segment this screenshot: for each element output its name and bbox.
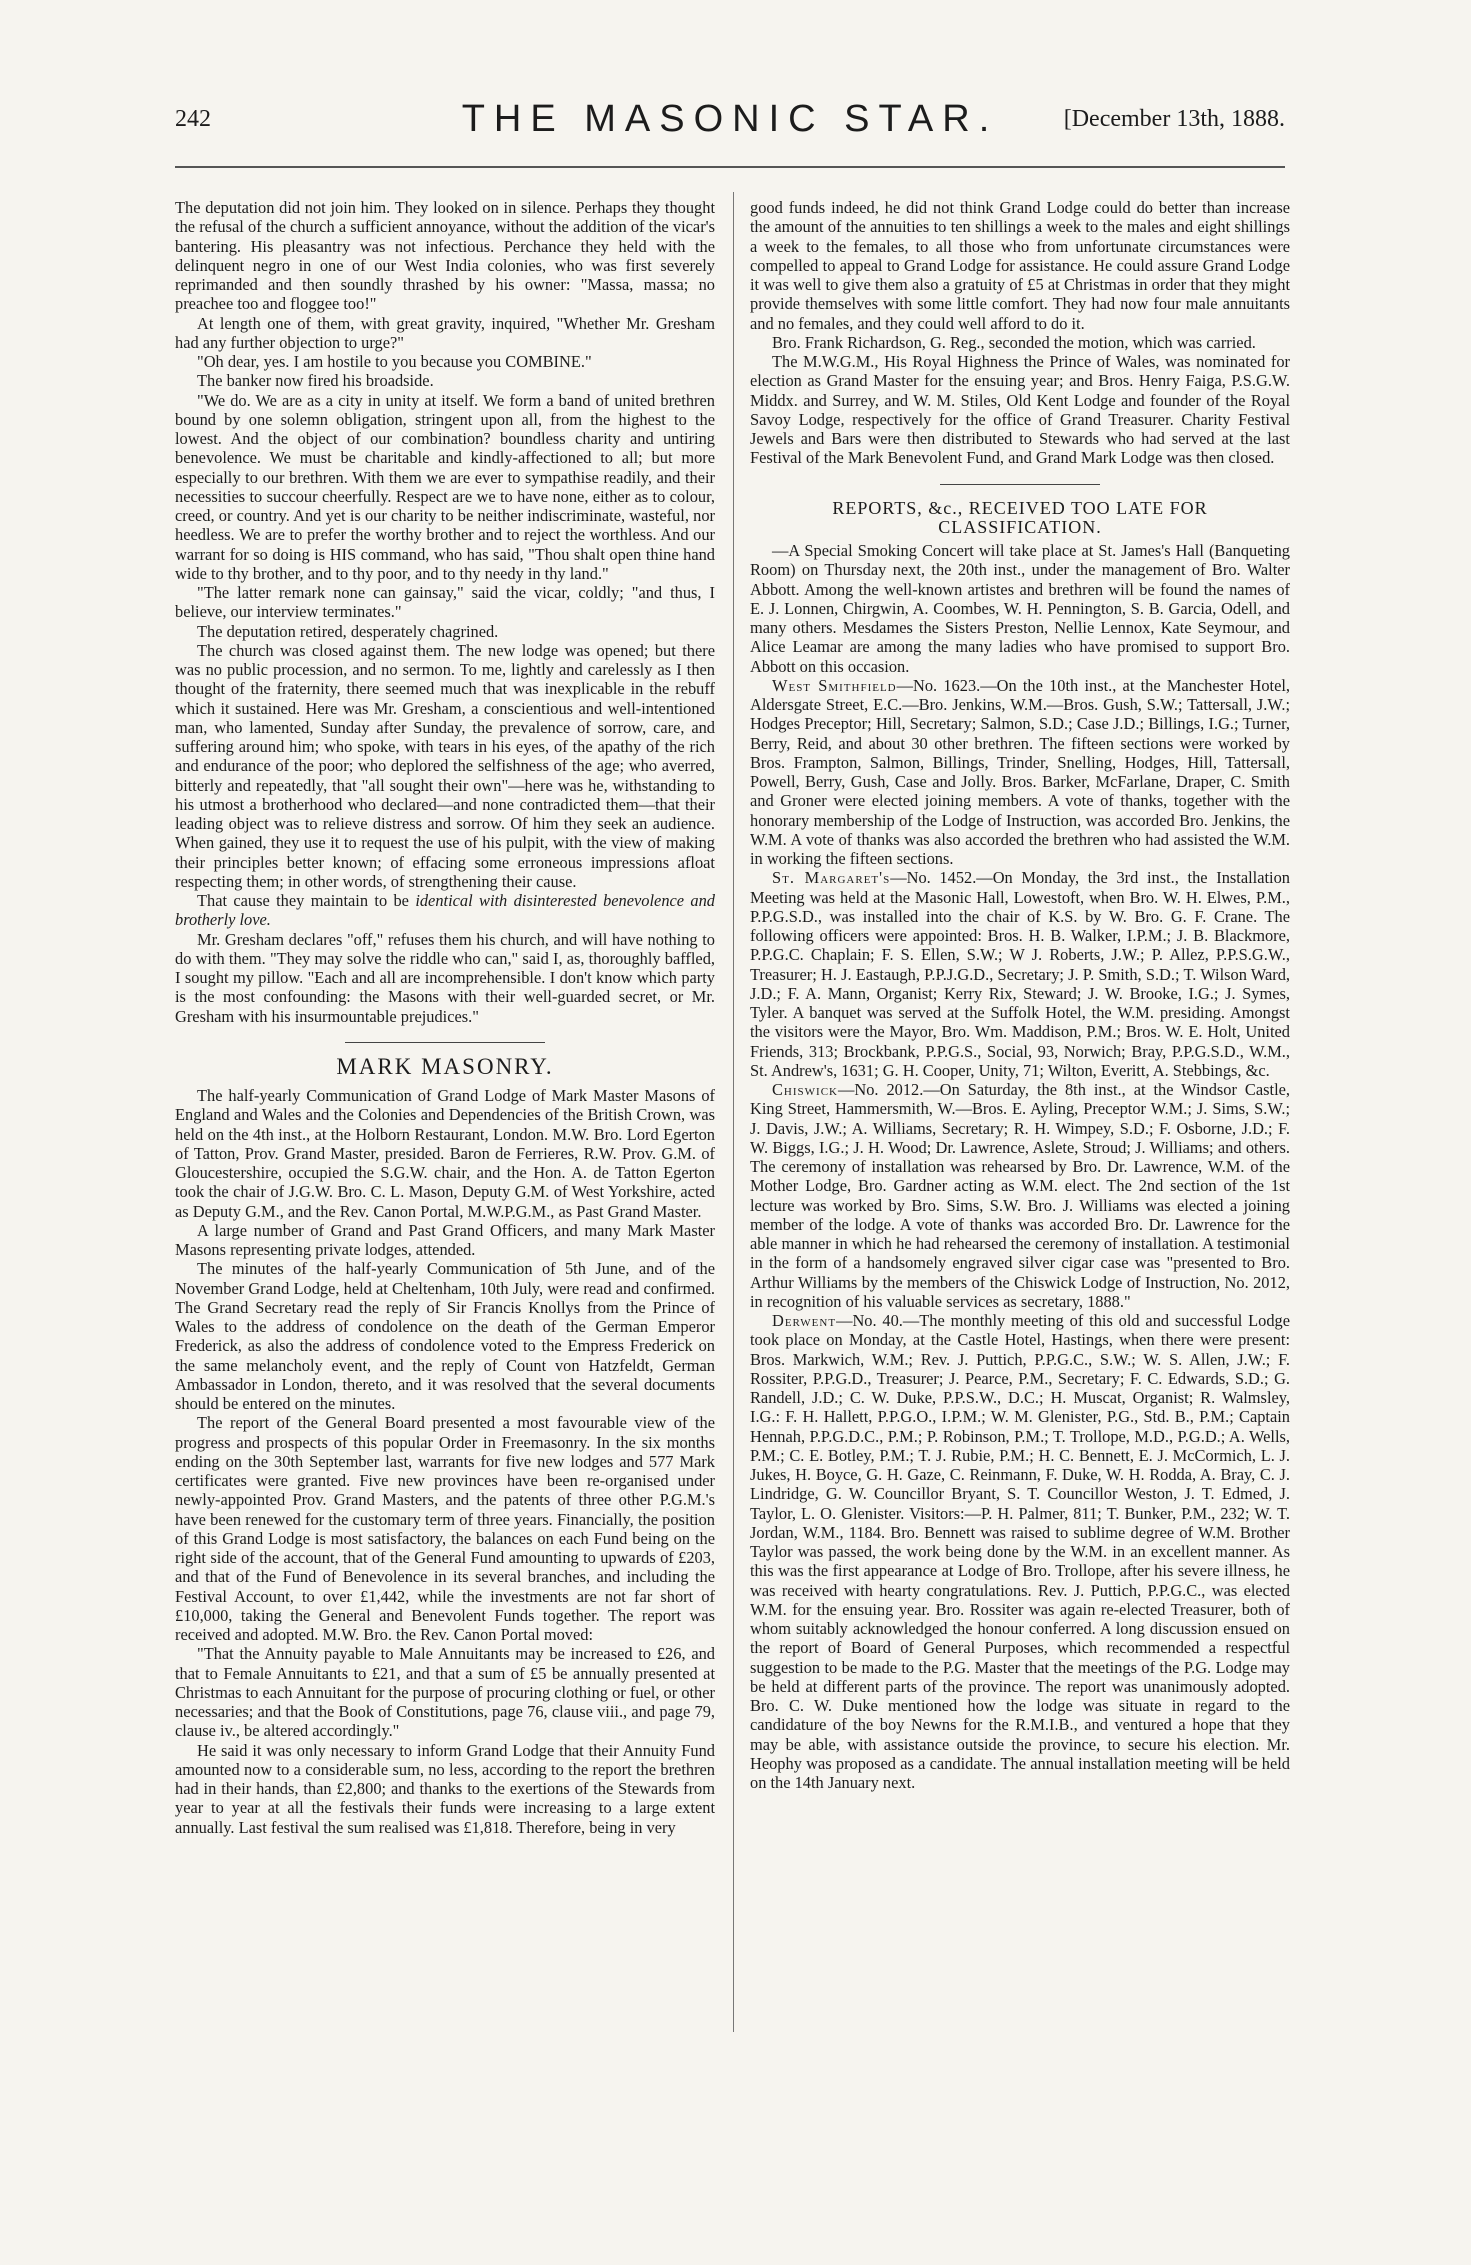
story-paragraph: The church was closed against them. The new lodge was opened; but there was no public procession, and no sermon. To me, lightly and carelessly as I then thought of the fraternity, there seemed much that was inexplicable in the rebuff which it sustained. Here was Mr. Gresham, a conscientious and well-intentioned man, who lamented, Sunday after Sunday, the prevalence of sorrow, care, and suffering around him; who spoke, with tears in his eyes, of the apathy of the rich and endurance of the poor; who deplored the selfishness of the age; who averred, bitterly and repeatedly, that "all sought their own"—here was he, withstanding to his utmost a brotherhood who declared—and none contradicted them—that their leading object was to relieve distress and sorrow. Of him they seek an audience. When gained, they use it to request the use of his pulpit, with the view of making their principles better known; of effacing some erroneous impressions afloat respecting them; in other words, of strengthening their cause. bbox=[175, 640, 715, 891]
story-paragraph bbox=[175, 891, 715, 930]
lodge-report-text: —No. 40.—The monthly meeting of this old and successful Lodge took place on Monday, at the Castle Hotel, Hastings, when there were present: Bros. Markwich, W.M.; Rev. J. Puttich, P.P.G.C., S.W.; W. S. Allen, J.W.; F. Rossiter, P.P.G.D., Treasurer; J. Pearce, P.M., Secretary; F. C. Edwards, S.D.; G. Randell, J.D.; C. W. Duke, P.P.S.W., D.C.; H. Muscat, Organist; R. Walmsley, I.G.: F. H. Hallett, P.P.G.O., I.P.M.; W. M. Glenister, P.G., Std. B., P.M.; Captain Hennah, P.P.G.D.C., P.M.; P. Robinson, P.M.; T. Trollope, M.D., P.G.D.; A. Wells, P.M.; C. E. Botley, P.M.; T. J. Rubie, P.M.; H. C. Bennett, E. J. McCormich, L. J. Jukes, H. Boyce, G. H. Gaze, C. Reinmann, F. Duke, W. H. Rodda, A. Bray, C. J. Lindridge, G. W. Councillor Bryant, S. T. Councillor Weston, J. T. Edmed, J. Taylor, L. O. Glenister. Visitors:—P. H. Palmer, 811; T. Bunker, P.M., 232; W. T. Jordan, W.M., 1184. Bro. Bennett was raised to sublime degree of W.M. Brother Taylor was passed, the work being done by the W.M. in an excellent manner. As this was the first appearance at Lodge of Bro. Trollope, after his severe illness, he was received with hearty congratulations. Rev. J. Puttich, P.P.G.C., was elected W.M. for the ensuing year. Bro. Rossiter was again re-elected Treasurer, both of whom suitably acknowledged the honour conferred. A long discussion ensued on the report of Board of General Purposes, which recommended a respectful suggestion to be made to the P.G. Master that the meetings of the P.G. Lodge may be held at different parts of the province. The report was unanimously adopted. Bro. C. W. Duke mentioned how the lodge was situate in regard to the candidature of the boy Newns for the R.M.I.B., and ventured a hope that they may be able, with assistance outside the province, to secure his election. Mr. Heophy was proposed as a candidate. The annual installation meeting will be held on the 14th January next. bbox=[750, 1311, 1290, 1792]
story-paragraph: "Oh dear, yes. I am hostile to you because you COMBINE." bbox=[197, 352, 592, 371]
page-number: 242 bbox=[175, 106, 211, 132]
article-paragraph: "That the Annuity payable to Male Annuitants may be increased to £26, and that to Female Annuitants to £21, and that a sum of £5 be annually presented at Christmas to each Annuitant for the purpose of procuring clothing or fuel, or other necessaries; and that the Book of Constitutions, page 76, clause viii., and page 79, clause iv., be altered accordingly." bbox=[175, 1644, 715, 1741]
article-paragraph: The half-yearly Communication of Grand Lodge of Mark Master Masons of England and Wales and the Colonies and Dependencies of the British Crown, was held on the 4th inst., at the Holborn Restaurant, London. M.W. Bro. Lord Egerton of Tatton, Prov. Grand Master, presided. Baron de Ferrieres, R.W. Prov. G.M. of Gloucestershire, occupied the S.G.W. chair, and the Hon. A. de Tatton Egerton took the chair of J.G.W. Bro. C. L. Mason, Deputy G.M. of West Yorkshire, acted as Deputy G.M., and the Rev. Canon Portal, M.W.P.G.M., as Past Grand Master. bbox=[175, 1086, 715, 1221]
lodge-report bbox=[750, 676, 1290, 869]
article-paragraph: good funds indeed, he did not think Grand Lodge could do better than increase the amount of the annuities to ten shillings a week to the males and eight shillings a week to the females, to all those who from unfortunate circumstances were compelled to appeal to Grand Lodge for assistance. He could assure Grand Lodge it was well to give them also a gratuity of £5 at Christmas in order that they might provide themselves with some little comfort. They had now four male annuitants and no females, and they could well afford to do it. bbox=[750, 198, 1290, 333]
story-paragraph: "The latter remark none can gainsay," said the vicar, coldly; "and thus, I believe, our interview terminates." bbox=[175, 583, 715, 622]
story-paragraph: The deputation retired, desperately chagrined. bbox=[197, 621, 499, 641]
lodge-report-text: —No. 2012.—On Saturday, the 8th inst., at the Windsor Castle, King Street, Hammersmith, W.—Bros. E. Ayling, Preceptor W.M.; J. Sims, S.W.; J. Davis, J.W.; A. Williams, Secretary; R. H. Wimpey, S.D.; F. Osborne, J.D.; F. W. Biggs, I.G.; J. H. Wood; Dr. Lawrence, Aslete, Stroud; J. Williams; and others. The ceremony of installation was rehearsed by Bro. Dr. Lawrence, W.M. of the Mother Lodge, Bro. Gardner acting as W.M. elect. The 2nd section of the 1st lecture was worked by Bro. Sims, S.W. Bro. J. Williams was elected a joining member of the lodge. A vote of thanks was accorded Bro. Dr. Lawrence for the able manner in which he had rehearsed the ceremony of installation. A testimonial in the form of a handsomely engraved silver cigar case was "presented to Bro. Arthur Williams by the members of the Chiswick Lodge of Instruction, No. 2012, in recognition of his valuable services as secretary, 1888." bbox=[750, 1080, 1290, 1311]
lodge-report bbox=[750, 868, 1290, 1080]
article-paragraph: The minutes of the half-yearly Communication of 5th June, and of the November Grand Lodge, held at Cheltenham, 10th July, were read and confirmed. The Grand Secretary read the reply of Sir Francis Knollys from the Prince of Wales to the address of condolence on the death of the German Emperor Frederick, as also the address of condolence voted to the Empress Frederick on the same melancholy event, and the reply of Count von Hatzfeldt, German Ambassador in London, thereto, and it was resolved that the several documents should be entered on the minutes. bbox=[175, 1259, 715, 1413]
lodge-report-text: —No. 1452.—On Monday, the 3rd inst., the Installation Meeting was held at the Masonic Hall, Lowestoft, when Bro. W. H. Elwes, P.M., P.P.G.S.D., was installed into the chair of K.S. by W. Bro. G. F. Crane. The following officers were appointed: Bros. H. B. Walker, I.P.M.; J. B. Blackmore, P.P.G.C. Chaplain; F. S. Ellen, S.W.; W J. Roberts, J.W.; P. Allez, P.P.S.G.W., Treasurer; H. J. Eastaugh, P.P.J.G.D., Secretary; J. P. Smith, S.D.; T. Wilson Ward, J.D.; F. A. Mann, Organist; Kerry Rix, Steward; J. W. Brooke, I.G.; J. Symes, Tyler. A banquet was served at the Suffolk Hotel, the W.M. presiding. Amongst the visitors were the Mayor, Bro. Wm. Maddison, P.M.; Bros. W. E. Holt, United Friends, 313; Brockbank, P.P.G.S., Social, 93, Norwich; Bray, P.P.G.S.D., W.M., St. Andrew's, 1631; G. H. Cooper, Unity, 71; Wilton, Everitt, A. Stebbings, &c. bbox=[750, 868, 1291, 1080]
section-heading-mark-masonry: MARK MASONRY. bbox=[336, 1053, 554, 1079]
article-paragraph: He said it was only necessary to inform Grand Lodge that their Annuity Fund amounted now to a considerable sum, no less, according to the report the brethren had in their hands, than £2,800; and thanks to the exertions of the Stewards from year to year at all the festivals their funds were increasing to a large extent annually. Last festival the sum realised was £1,818. Therefore, being in very bbox=[175, 1740, 715, 1837]
story-text: That cause they maintain to be bbox=[197, 891, 409, 910]
lodge-name: Chiswick bbox=[772, 1080, 838, 1099]
left-column bbox=[175, 198, 715, 1837]
article-paragraph: A large number of Grand and Past Grand Officers, and many Mark Master Masons representing private lodges, attended. bbox=[175, 1220, 715, 1259]
story-paragraph: The deputation did not join him. They looked on in silence. Perhaps they thought the refusal of the church a sufficient annoyance, without the addition of the vicar's bantering. His pleasantry was not infectious. Perchance they held with the delinquent negro in one of our West India colonies, who was first severely reprimanded and then soundly thrashed by his owner: "Massa, massa; no preachee too and floggee too!" bbox=[175, 198, 715, 314]
article-paragraph: Bro. Frank Richardson, G. Reg., seconded the motion, which was carried. bbox=[772, 332, 1256, 352]
lodge-name: Derwent bbox=[772, 1311, 837, 1330]
story-paragraph: Mr. Gresham declares "off," refuses them his church, and will have nothing to do with them. "They may solve the riddle who can," said I, as, thoroughly baffled, I sought my pillow. "Each and all are incomprehensible. I don't know which party is the most confounding: the Masons with their well-guarded secret, or Mr. Gresham with his insurmountable prejudices." bbox=[175, 929, 715, 1026]
lodge-name: St. Margaret's bbox=[772, 868, 891, 888]
masthead-title: THE MASONIC STAR. bbox=[461, 98, 999, 140]
story-paragraph: "We do. We are as a city in unity at itself. We form a band of united brethren bound by one solemn obligation, stringent upon all, from the highest to the lowest. And the object of our combination? boundless charity and untiring benevolence. We must be charitable and kindly-affectioned to all; but more especially to our brethren. With them we are ever to sympathise readily, and their necessities to succour cheerfully. Respect are we to have none, either as to colour, creed, or country. And yet is our charity to be neither indiscriminate, wasteful, nor heedless. We are to prefer the worthy brother and to reject the worthless. And our warrant for so doing is HIS command, who has said, "Thou shalt open thine hand wide to thy brother, and to thy poor, and to thy needy in thy land." bbox=[175, 390, 715, 583]
article-paragraph: The M.W.G.M., His Royal Highness the Prince of Wales, was nominated for election as Grand Master for the ensuing year; and Bros. Henry Faiga, P.S.G.W. Middx. and Surrey, and W. M. Stiles, Old Kent Lodge and founder of the Royal Savoy Lodge, respectively for the office of Grand Treasurer. Charity Festival Jewels and Bars were then distributed to Stewards who had served at the last Festival of the Mark Benevolent Fund, and Grand Mark Lodge was then closed. bbox=[750, 352, 1290, 468]
italic-phrase: identical with disinterested benevolence and brotherly love. bbox=[175, 891, 716, 930]
story-paragraph: The banker now fired his broadside. bbox=[197, 371, 434, 391]
lodge-report-text: —No. 1623.—On the 10th inst., at the Manchester Hotel, Aldersgate Street, E.C.—Bro. Jenkins, W.M.—Bros. Gush, S.W.; Tattersall, J.W.; Hodges Preceptor; Hill, Secretary; Salmon, S.D.; Case J.D.; Billings, I.G.; Turner, Berry, Reid, and about 30 other brethren. The fifteen sections were worked by Bros. Frampton, Salmon, Billings, Trinder, Snelling, Hodges, Hill, Tattersall, Powell, Berry, Gush, Case and Jolly. Bros. Barker, McFarlane, Draper, C. Smith and Groner were elected joining members. A vote of thanks, together with the honorary membership of the Lodge of Instruction, was accorded Bro. Jenkins, the W.M. A vote of thanks was also accorded the brethren who had assisted the W.M. in working the fifteen sections. bbox=[750, 675, 1290, 868]
story-paragraph: At length one of them, with great gravity, inquired, "Whether Mr. Gresham had any further objection to urge?" bbox=[175, 313, 715, 352]
article-paragraph: The report of the General Board presented a most favourable view of the progress and prospects of this popular Order in Freemasonry. In the six months ending on the 30th September last, warrants for five new lodges and 577 Mark certificates were granted. Five new provinces have been re-organised under newly-appointed Prov. Grand Masters, and the patents of three other P.G.M.'s have been renewed for the customary term of three years. Financially, the position of this Grand Lodge is most satisfactory, the balances on each Fund being on the right side of the account, that of the General Fund amounting to upwards of £203, and that of the Fund of Benevolence in its several branches, and including the Festival Account, to over £1,442, while the investments are not far short of £10,000, taking the General and Benevolent Funds together. The report was received and adopted. M.W. Bro. the Rev. Canon Portal moved: bbox=[175, 1413, 715, 1644]
report-paragraph: —A Special Smoking Concert will take place at St. James's Hall (Banqueting Room) on Thursday next, the 20th inst., under the management of Bro. Walter Abbott. Among the well-known artistes and brethren will be found the names of E. J. Lonnen, Chirgwin, A. Coombes, W. H. Pennington, S. B. Garcia, Odell, and many others. Mesdames the Sisters Preston, Nellie Lennox, Kate Seymour, and Alice Leamar are among the many ladies who have promised to support Bro. Abbott on this occasion. bbox=[750, 541, 1290, 676]
section-rule bbox=[940, 484, 1100, 485]
lodge-report bbox=[750, 1080, 1290, 1311]
column-divider bbox=[733, 192, 734, 2032]
lodge-report bbox=[750, 1311, 1290, 1792]
page-header bbox=[175, 98, 1285, 158]
lodge-name: West Smithfield bbox=[772, 675, 897, 695]
section-heading-reports: REPORTS, &c., RECEIVED TOO LATE FOR CLASSIFICATION. bbox=[832, 497, 1208, 537]
section-rule bbox=[345, 1042, 545, 1043]
right-column bbox=[750, 198, 1290, 1792]
header-rule bbox=[175, 166, 1285, 168]
issue-date: [December 13th, 1888. bbox=[1063, 106, 1285, 132]
